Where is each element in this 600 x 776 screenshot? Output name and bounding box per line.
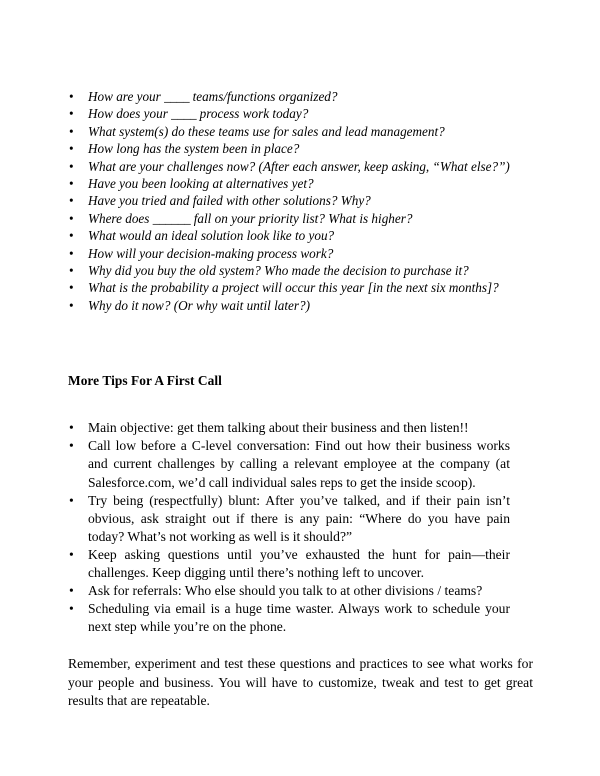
question-list-item (68, 210, 513, 227)
question-text: Why did you buy the old system? Who made the decision to purchase it? (88, 263, 469, 279)
question-list-item (68, 140, 513, 157)
question-text: How long has the system been in place? (88, 141, 300, 157)
fill-in-blank: ____ (171, 106, 197, 122)
question-text: Why do it now? (Or why wait until later?) (88, 297, 310, 313)
question-text: What are your challenges now? (After each answer, keep asking, “What else?”) (88, 158, 510, 174)
tip-list-item: • Call low before a C-level conversation: Find out how their business works and current challenges by calling a relevant employee at the company (at Salesforce.com, we’d call individual sales reps to get the inside scoop). (68, 437, 510, 491)
question-text: How does your (88, 106, 172, 122)
spacer-after-heading (68, 389, 533, 419)
question-text: process work today? (196, 106, 309, 122)
discovery-questions-list (68, 88, 513, 314)
question-list-item (68, 279, 513, 296)
question-text: fall on your priority list? What is higher? (190, 210, 413, 226)
tip-list-item: • Main objective: get them talking about their business and then listen!! (68, 419, 510, 437)
question-text: What would an ideal solution look like to you? (88, 228, 335, 244)
question-list-item (68, 227, 513, 244)
question-list-item (68, 88, 513, 105)
question-list-item (68, 245, 513, 262)
question-list-item (68, 123, 513, 140)
question-text: What is the probability a project will occur this year [in the next six months]? (88, 280, 499, 296)
fill-in-blank: ____ (164, 89, 190, 104)
question-list-item (68, 262, 513, 279)
tip-list-item: • Try being (respectfully) blunt: After you’ve talked, and if their pain isn’t obvious, ask straight out if there is any pain: “Where do you have pain today? What’s not working as well is it should?” (68, 492, 510, 546)
first-call-tips-list (68, 419, 510, 636)
question-list-item (68, 105, 513, 122)
tip-list-item: • Scheduling via email is a huge time waster. Always work to schedule your next step while you’re on the phone. (68, 600, 510, 636)
question-text: teams/functions organized? (189, 89, 338, 104)
closing-paragraph: Remember, experiment and test these questions and practices to see what works for your people and business. You will have to customize, tweak and test to get great results that are repeatable. (68, 656, 533, 708)
tip-list-item: • Keep asking questions until you’ve exhausted the hunt for pain—their challenges. Keep digging until there’s nothing left to uncover. (68, 546, 510, 582)
section-heading-more-tips: More Tips For A First Call (68, 373, 222, 389)
question-text: How are your (88, 89, 165, 104)
question-text: Where does (88, 210, 153, 226)
question-text: Have you tried and failed with other solutions? Why? (88, 193, 371, 209)
spacer-after-questions (68, 314, 533, 372)
question-list-item (68, 158, 513, 175)
fill-in-blank: ______ (152, 210, 191, 226)
tip-list-item: • Ask for referrals: Who else should you talk to at other divisions / teams? (68, 582, 510, 600)
question-list-item (68, 297, 513, 314)
question-list-item (68, 175, 513, 192)
spacer-after-tips (68, 636, 533, 655)
page-content (68, 88, 533, 710)
question-list-item (68, 192, 513, 209)
question-text: How will your decision-making process work? (88, 245, 334, 261)
question-text: What system(s) do these teams use for sales and lead management? (88, 123, 445, 139)
question-text: Have you been looking at alternatives yet? (88, 176, 314, 192)
